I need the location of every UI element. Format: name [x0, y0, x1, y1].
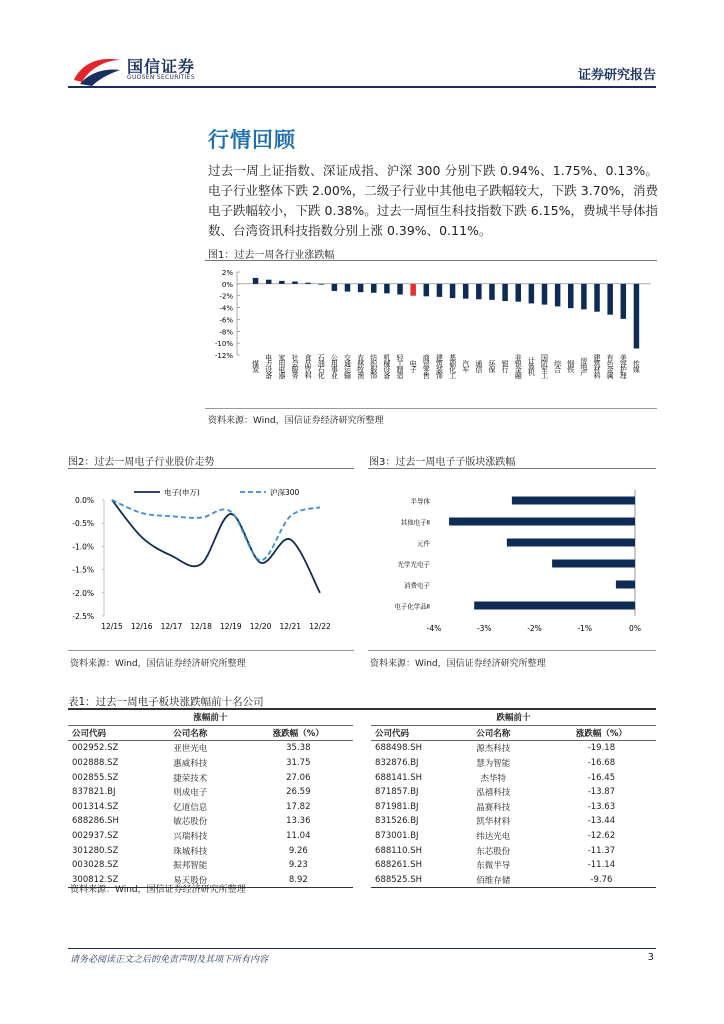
table-cell: 31.75	[286, 758, 311, 769]
bar-农林牧渔	[358, 284, 364, 292]
table-cell: 300812.SZ	[68, 873, 137, 888]
bar-银行	[502, 284, 508, 301]
table-cell: 9.23	[288, 860, 308, 871]
table-cell: -13.44	[587, 816, 616, 827]
table-row	[68, 756, 656, 771]
bar-电子	[410, 284, 416, 296]
bar-家用电器	[279, 281, 285, 284]
x-category-label: 基础化工	[448, 354, 457, 378]
bar-电力设备	[266, 280, 272, 284]
bar-有色金属	[607, 284, 613, 315]
x-category-label: 食品饮料	[304, 354, 313, 378]
y-category-label: 消费电子	[404, 581, 430, 590]
table-cell: 易天股份	[137, 873, 244, 888]
table-cell: 831526.BJ	[375, 816, 419, 827]
header-change: 涨跌幅（%）	[547, 725, 656, 741]
bar-社会服务	[292, 281, 298, 283]
figure3-source: 资料来源：Wind，国信证券经济研究所整理	[370, 659, 546, 669]
table-cell: 振邦智能	[173, 861, 208, 872]
x-tick-label: 12/15	[101, 622, 123, 631]
table-cell: 13.36	[286, 816, 311, 827]
group-down-header: 跌幅前十	[371, 709, 656, 725]
logo-text-cn: 国信证券	[127, 57, 196, 76]
table-cell: 11.04	[286, 831, 311, 842]
y-category-label: 电子化学品Ⅱ	[394, 602, 430, 611]
figure1-source: 资料来源：Wind，国信证券经济研究所整理	[208, 416, 384, 426]
bar-综合	[555, 284, 561, 307]
table-row	[68, 814, 656, 829]
table-cell: -9.76	[547, 873, 656, 888]
table-cell: 871981.BJ	[375, 801, 419, 812]
y-category-label: 其他电子Ⅱ	[400, 518, 430, 527]
table-cell: 亿道信息	[173, 802, 208, 813]
y-tick-label: -1.0%	[72, 542, 94, 552]
x-category-label: 建筑装饰	[435, 354, 444, 378]
table-cell: 837821.BJ	[72, 787, 116, 798]
y-tick-label: -2.5%	[72, 612, 94, 621]
table-cell: 003028.SZ	[72, 860, 119, 871]
bar-非银金融	[515, 284, 521, 302]
section-title: 行情回顾	[208, 128, 296, 152]
table-cell: 8.92	[244, 873, 353, 888]
y-tick-label: -1.5%	[72, 565, 94, 575]
table-cell: 源杰科技	[476, 744, 511, 755]
table-cell: 688141.SH	[375, 772, 422, 783]
series-line-1	[112, 500, 320, 560]
x-category-label: 银行	[501, 360, 510, 372]
bar-建筑材料	[594, 284, 600, 312]
table-cell: 832876.BJ	[375, 758, 419, 769]
bar-商贸零售	[424, 284, 430, 296]
table-cell: -19.18	[587, 743, 616, 754]
x-category-label: 轻工制造	[396, 354, 405, 378]
y-tick-label: 2%	[221, 269, 233, 277]
header-name: 公司名称	[137, 725, 244, 741]
table-cell: 688261.SH	[375, 860, 422, 871]
x-category-label: 社会服务	[290, 354, 299, 378]
x-category-label: 电力设备	[264, 354, 273, 378]
y-tick-label: -8%	[219, 328, 233, 337]
bar-煤炭	[253, 278, 258, 284]
x-tick-label: 12/21	[279, 622, 302, 631]
bar-环保	[489, 284, 495, 300]
y-tick-label: -2.0%	[72, 588, 94, 598]
table-cell: 则成电子	[173, 788, 208, 799]
table-cell: 兴瑞科技	[173, 832, 208, 843]
table-cell: 002937.SZ	[72, 831, 119, 842]
bar-石油石化	[318, 284, 324, 285]
figure3-caption: 图3：过去一周电子子版块涨跌幅	[369, 457, 516, 468]
y-tick-label: -0.5%	[72, 519, 94, 529]
intro-paragraph: 过去一周上证指数、深证成指、沪深 300 分别下跌 0.94%、1.75%、0.13%。电子行业整体下跌 2.00%，二级子行业中其他电子跌幅较大，下跌 3.70%，消费电子跌幅较小，下跌 0.38%。过去一周恒生科技指数下跌 6.15%，费城半导体指数、台湾资讯科技指数分别上涨 0.39%、0.11%。	[208, 163, 658, 238]
table-cell: 27.06	[286, 772, 311, 783]
figure1-caption: 图1：过去一周各行业涨跌幅	[208, 250, 335, 261]
group-up-header: 涨幅前十	[68, 709, 353, 725]
bar-电子化学品Ⅱ	[474, 602, 635, 610]
table-cell: 捷荣技术	[173, 773, 208, 784]
legend-label: 沪深300	[270, 488, 300, 497]
x-tick-label: 0%	[629, 624, 641, 633]
x-category-label: 环保	[487, 360, 496, 372]
x-tick-label: -4%	[426, 624, 442, 633]
bar-食品饮料	[305, 283, 311, 284]
table-cell: 688110.SH	[375, 845, 422, 856]
bar-光学光电子	[552, 560, 635, 568]
industry-change-chart	[205, 262, 657, 407]
table-cell: 凯华材料	[476, 817, 511, 828]
table1-caption: 表1：过去一周电子板块涨跌幅前十名公司	[68, 696, 264, 708]
table-cell: 敏芯股份	[173, 817, 208, 828]
table-cell: 002952.SZ	[72, 743, 119, 754]
x-category-label: 综合	[553, 360, 562, 372]
table-cell: 亚世光电	[173, 744, 208, 755]
x-tick-label: 12/17	[160, 622, 183, 631]
table-cell: 泓禧科技	[476, 788, 511, 799]
bar-房地产	[581, 284, 587, 309]
bar-消费电子	[616, 581, 635, 589]
table-cell: 东微半导	[476, 861, 511, 872]
subsector-change-chart	[368, 470, 656, 648]
figure3-bottom-rule	[368, 650, 656, 651]
bar-通信	[476, 284, 482, 299]
table-row	[68, 785, 656, 800]
x-category-label: 石油石化	[317, 354, 326, 378]
bar-建筑装饰	[437, 284, 443, 297]
x-category-label: 传媒	[632, 360, 641, 372]
table-cell: 东芯股份	[476, 846, 511, 857]
table-cell: 301280.SZ	[72, 845, 119, 856]
table-row	[68, 741, 656, 756]
y-category-label: 光学光电子	[397, 560, 430, 569]
header-name: 公司名称	[440, 725, 547, 741]
x-category-label: 计算机	[527, 357, 536, 375]
table-cell: 873001.BJ	[375, 831, 419, 842]
table-cell: -11.14	[587, 860, 616, 871]
x-category-label: 汽车	[461, 360, 470, 372]
x-category-label: 建筑材料	[593, 354, 602, 378]
table-cell: 杰华特	[480, 773, 507, 784]
x-tick-label: -3%	[476, 624, 492, 633]
table-cell: 纬达光电	[476, 832, 511, 843]
y-tick-label: 0%	[221, 280, 233, 289]
table-cell: 002888.SZ	[72, 758, 119, 769]
table-cell: 慧为智能	[476, 759, 511, 770]
x-category-label: 农林牧渔	[356, 354, 365, 378]
bar-半导体	[512, 497, 635, 505]
bar-汽车	[463, 284, 469, 299]
x-tick-label: 12/16	[130, 622, 153, 631]
report-type-label: 证券研究报告	[577, 68, 656, 83]
bar-基础化工	[450, 284, 456, 298]
x-category-label: 纺织服饰	[369, 354, 378, 378]
x-tick-label: -1%	[577, 624, 593, 633]
y-tick-label: -10%	[214, 340, 233, 349]
figure2-bottom-rule	[68, 650, 354, 651]
y-tick-label: -6%	[219, 316, 233, 325]
table-cell: 688286.SH	[72, 816, 119, 827]
bar-钢铁	[568, 284, 574, 308]
x-category-label: 钢铁	[566, 360, 575, 372]
header-change: 涨跌幅（%）	[244, 725, 353, 741]
header-code: 公司代码	[371, 725, 440, 741]
table-cell: -12.62	[587, 831, 616, 842]
x-tick-label: 12/19	[220, 622, 242, 631]
table-cell: 35.38	[286, 743, 311, 754]
header-divider	[68, 86, 656, 88]
y-tick-label: -4%	[219, 304, 233, 313]
bar-轻工制造	[397, 284, 403, 295]
x-category-label: 非银金融	[514, 354, 523, 378]
header-code: 公司代码	[68, 725, 137, 741]
bar-交通运输	[345, 284, 351, 292]
table-cell: -13.87	[587, 787, 616, 798]
x-category-label: 美容护理	[619, 354, 628, 378]
table-cell: 871857.BJ	[375, 787, 419, 798]
table-cell: 688525.SH	[371, 873, 440, 888]
legend-label: 电子(申万)	[164, 488, 200, 497]
x-category-label: 公用事业	[330, 354, 339, 378]
x-category-label: 国防军工	[540, 354, 549, 378]
table-cell: -13.63	[587, 801, 616, 812]
figure1-top-rule	[205, 260, 657, 261]
y-category-label: 半导体	[410, 497, 430, 506]
table-cell: 001314.SZ	[72, 801, 119, 812]
page-number: 3	[647, 952, 654, 963]
x-category-label: 有色金属	[606, 354, 615, 378]
figure2-top-rule	[68, 468, 354, 469]
table-cell: 珠城科技	[173, 846, 208, 857]
bar-机械设备	[384, 284, 390, 293]
x-tick-label: 12/20	[249, 622, 272, 631]
bar-纺织服饰	[371, 284, 377, 293]
y-tick-label: 0.0%	[74, 496, 94, 505]
x-tick-label: 12/22	[309, 622, 331, 631]
table-row	[68, 770, 656, 785]
table1-source: 资料来源：Wind，国信证券经济研究所整理	[70, 885, 246, 895]
x-category-label: 电子	[409, 360, 418, 372]
table-cell: 晶赛科技	[476, 802, 511, 813]
table-row	[68, 800, 656, 815]
table-cell: 688498.SH	[375, 743, 422, 754]
x-category-label: 家用电器	[277, 354, 286, 378]
bar-计算机	[529, 284, 535, 304]
bar-美容护理	[621, 284, 627, 319]
x-category-label: 机械设备	[382, 354, 391, 378]
footer-disclaimer: 请务必阅读正文之后的免责声明及其项下所有内容	[70, 955, 269, 965]
logo-text-en: GUOSEN SECURITIES	[127, 74, 196, 81]
table-row	[68, 858, 656, 873]
x-category-label: 房地产	[579, 357, 588, 375]
bar-传媒	[634, 284, 640, 349]
x-category-label: 煤炭	[251, 360, 260, 372]
table-row	[68, 843, 656, 858]
bar-国防军工	[542, 284, 548, 305]
y-tick-label: -2%	[219, 292, 233, 301]
x-category-label: 通信	[474, 360, 483, 372]
guosen-logo-icon	[72, 52, 122, 86]
y-tick-label: -12%	[214, 352, 233, 360]
bar-元件	[507, 539, 635, 547]
bar-其他电子Ⅱ	[449, 518, 635, 526]
table-row	[68, 829, 656, 844]
x-tick-label: 12/18	[190, 622, 212, 631]
x-category-label: 商贸零售	[422, 354, 431, 378]
figure3-top-rule	[368, 468, 656, 469]
table-cell: -11.37	[587, 845, 616, 856]
figure2-source: 资料来源：Wind，国信证券经济研究所整理	[70, 659, 246, 669]
x-category-label: 交通运输	[343, 354, 352, 378]
bar-公用事业	[332, 284, 338, 291]
table-cell: 佰维存储	[440, 873, 547, 888]
table-cell: 9.26	[288, 845, 308, 856]
table-cell: -16.68	[587, 758, 616, 769]
figure1-bottom-rule	[205, 408, 657, 409]
x-tick-label: -2%	[527, 624, 542, 633]
footer-divider	[68, 948, 656, 949]
table-cell: 17.82	[286, 801, 311, 812]
electronics-trend-chart	[68, 470, 354, 648]
table-cell: -16.45	[587, 772, 616, 783]
table-cell: 惠威科技	[173, 759, 208, 770]
table-cell: 26.59	[286, 787, 311, 798]
figure2-caption: 图2：过去一周电子行业股价走势	[68, 457, 215, 468]
y-category-label: 元件	[417, 539, 430, 548]
top-movers-table	[68, 708, 656, 888]
table-cell: 002855.SZ	[72, 772, 119, 783]
